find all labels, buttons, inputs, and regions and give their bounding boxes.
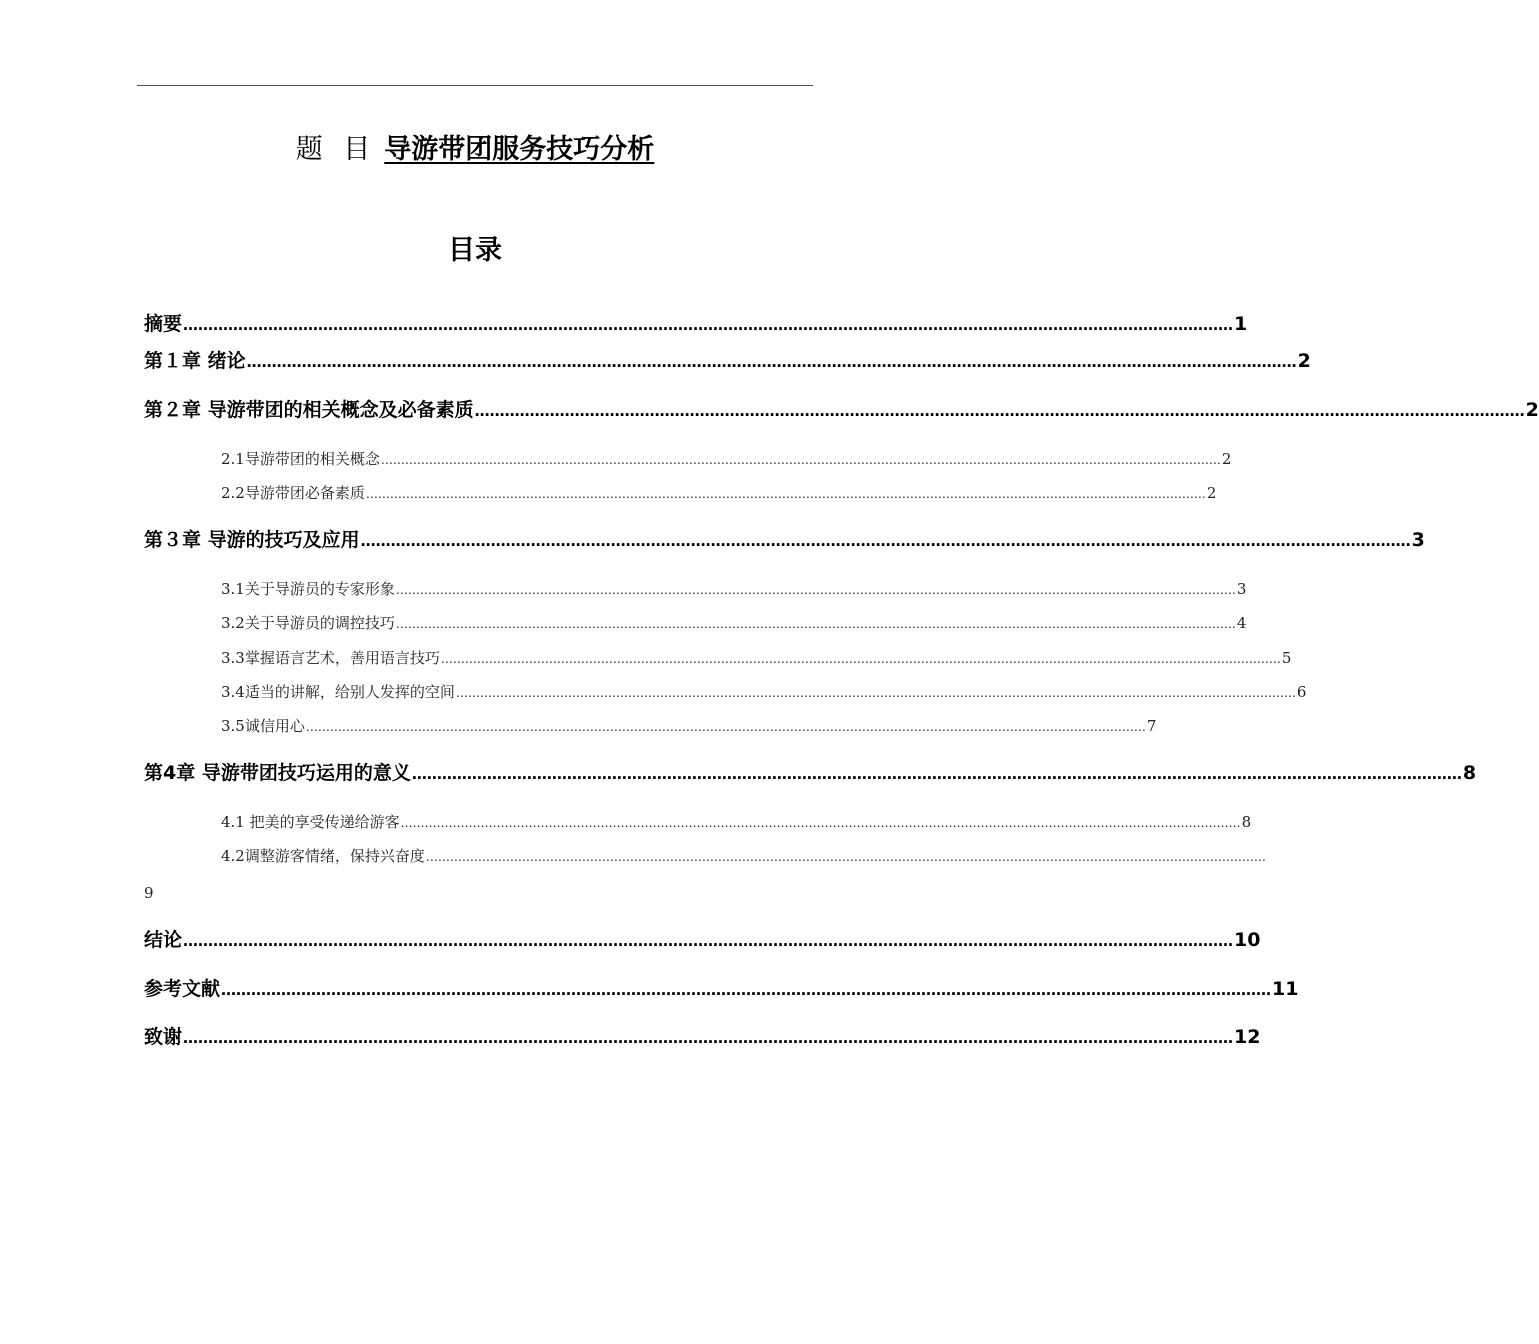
toc-entry-label: 3.3掌握语言艺术，善用语言技巧 <box>221 649 440 667</box>
toc-entry-conclusion[interactable] <box>144 927 1261 954</box>
toc-leader: ………………………………………………………………………………………………………………………………………………………………………………………… <box>183 932 1234 950</box>
toc-leader: ………………………………………………………………………………………………………………………………………………………………………………………… <box>305 720 1146 734</box>
toc-leader: ………………………………………………………………………………………………………………………………………………………………………………………… <box>183 316 1234 334</box>
title-main: 导游带团服务技巧分析 <box>384 134 655 165</box>
toc-leader: ………………………………………………………………………………………………………………………………………………………………………………………… <box>360 532 1411 550</box>
toc-entry-section-2-1[interactable] <box>221 448 1232 471</box>
title-prefix: 题 目 <box>295 134 377 165</box>
toc-entry-section-4-2[interactable] <box>221 845 1266 868</box>
toc-entry-page: 4 <box>1236 614 1247 632</box>
toc-leader: ………………………………………………………………………………………………………………………………………………………………………………………… <box>246 353 1297 371</box>
toc-entry-page: 8 <box>1241 813 1252 831</box>
toc-entry-label: 第２章 导游带团的相关概念及必备素质 <box>144 399 474 421</box>
toc-entry-page: 11 <box>1272 978 1299 1000</box>
toc-entry-page: 3 <box>1236 580 1247 598</box>
toc-entry-page: 12 <box>1234 1026 1261 1048</box>
toc-leader: ………………………………………………………………………………………………………………………………………………………………………………………… <box>411 765 1462 783</box>
toc-entry-label: 第4章 导游带团技巧运用的意义 <box>144 762 411 784</box>
toc-leader: ………………………………………………………………………………………………………………………………………………………………………………………… <box>425 850 1266 864</box>
toc-leader: ………………………………………………………………………………………………………………………………………………………………………………………… <box>380 453 1221 467</box>
toc-entry-page: 5 <box>1281 649 1292 667</box>
toc-leader: ………………………………………………………………………………………………………………………………………………………………………………………… <box>365 487 1206 501</box>
toc-entry-label: 摘要 <box>144 313 183 335</box>
toc-entry-acknowledgements[interactable] <box>144 1024 1261 1051</box>
toc-entry-label: 结论 <box>144 929 183 951</box>
toc-leader: ………………………………………………………………………………………………………………………………………………………………………………………… <box>474 402 1525 420</box>
toc-entry-label: 3.1关于导游员的专家形象 <box>221 580 395 598</box>
toc-entry-section-2-2[interactable] <box>221 482 1217 505</box>
toc-entry-label: 第３章 导游的技巧及应用 <box>144 529 360 551</box>
toc-entry-page: 2 <box>1206 484 1217 502</box>
toc-entry-label: 4.2调整游客情绪，保持兴奋度 <box>221 847 425 865</box>
toc-entry-section-3-2[interactable] <box>221 612 1247 635</box>
toc-entry-page: 1 <box>1234 313 1248 335</box>
toc-leader: ………………………………………………………………………………………………………………………………………………………………………………………… <box>455 686 1296 700</box>
toc-entry-chapter-2[interactable] <box>144 397 1539 424</box>
document-title <box>0 131 950 169</box>
toc-entry-label: 致谢 <box>144 1026 183 1048</box>
toc-entry-section-3-3[interactable] <box>221 647 1292 670</box>
toc-entry-label: 2.1导游带团的相关概念 <box>221 450 380 468</box>
toc-entry-chapter-1[interactable] <box>144 348 1311 375</box>
toc-leader: ………………………………………………………………………………………………………………………………………………………………………………………… <box>221 981 1272 999</box>
toc-entry-chapter-3[interactable] <box>144 527 1425 554</box>
toc-entry-page: 7 <box>1146 717 1157 735</box>
header-rule <box>137 85 813 86</box>
toc-entry-page: 8 <box>1462 762 1477 784</box>
toc-entry-section-3-5[interactable] <box>221 715 1157 738</box>
toc-entry-page: 10 <box>1234 929 1261 951</box>
toc-entry-page: 2 <box>1525 399 1539 421</box>
toc-entry-references[interactable] <box>144 976 1299 1003</box>
toc-entry-label: 3.4适当的讲解，给别人发挥的空间 <box>221 683 455 701</box>
toc-entry-label: 第１章 绪论 <box>144 350 246 372</box>
toc-entry-page: 2 <box>1221 450 1232 468</box>
toc-entry-label: 3.2关于导游员的调控技巧 <box>221 614 395 632</box>
toc-entry-page: 2 <box>1297 350 1311 372</box>
toc-entry-label: 4.1 把美的享受传递给游客 <box>221 813 400 831</box>
toc-entry-section-4-1[interactable] <box>221 811 1252 834</box>
toc-entry-page: 6 <box>1296 683 1307 701</box>
toc-entry-page: 3 <box>1411 529 1425 551</box>
toc-entry-label: 2.2导游带团必备素质 <box>221 484 365 502</box>
toc-entry-label: 参考文献 <box>144 978 221 1000</box>
toc-leader: ………………………………………………………………………………………………………………………………………………………………………………………… <box>395 617 1236 631</box>
toc-entry-label: 3.5诚信用心 <box>221 717 305 735</box>
toc-heading: 目录 <box>448 235 502 266</box>
toc-entry-section-3-1[interactable] <box>221 578 1247 601</box>
toc-entry-page-wrapped: 9 <box>144 884 154 902</box>
toc-leader: ………………………………………………………………………………………………………………………………………………………………………………………… <box>183 1029 1234 1047</box>
toc-leader: ………………………………………………………………………………………………………………………………………………………………………………………… <box>395 583 1236 597</box>
toc-entry-abstract[interactable] <box>144 311 1248 338</box>
toc-leader: ………………………………………………………………………………………………………………………………………………………………………………………… <box>440 652 1281 666</box>
toc-leader: ………………………………………………………………………………………………………………………………………………………………………………………… <box>400 816 1241 830</box>
toc-entry-section-3-4[interactable] <box>221 681 1307 704</box>
toc-entry-chapter-4[interactable] <box>144 760 1477 787</box>
